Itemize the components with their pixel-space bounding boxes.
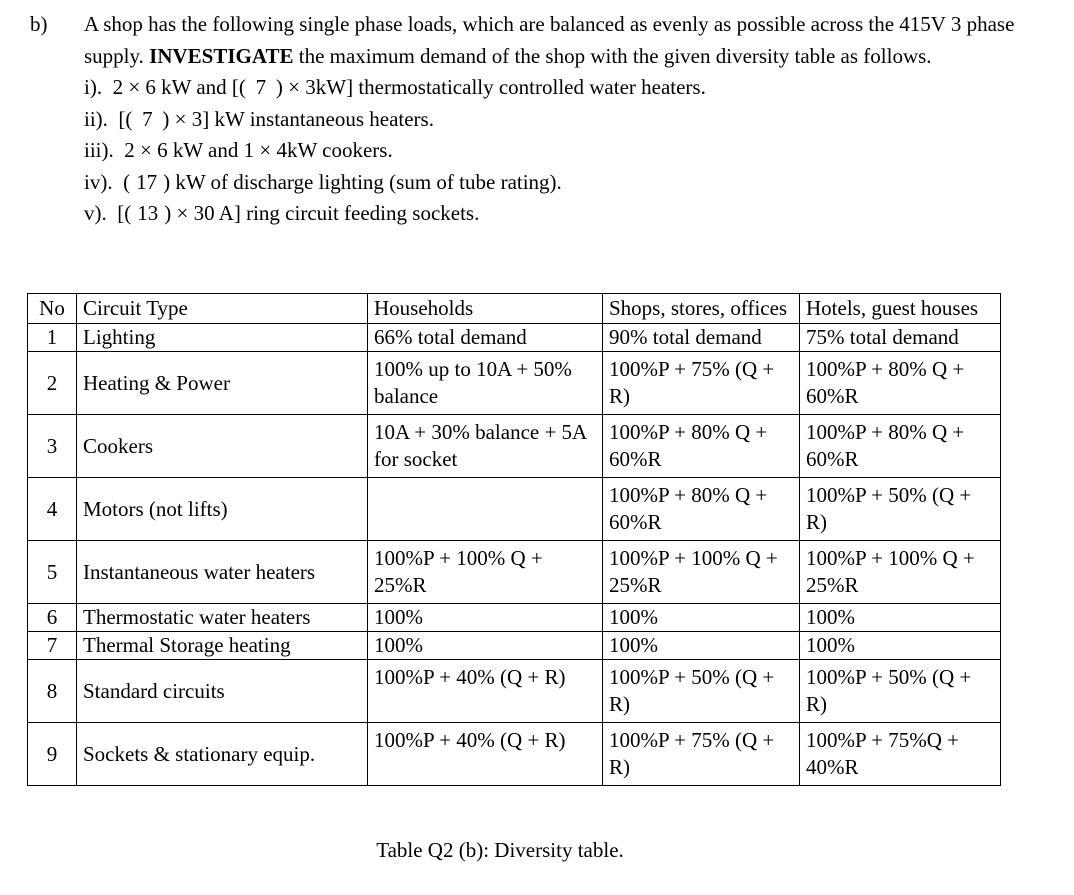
- hotels-value: 100%P + 50% (Q + R): [800, 660, 1001, 723]
- hotels-value: 100%P + 50% (Q + R): [800, 478, 1001, 541]
- shops-value: 100%P + 80% Q + 60%R: [603, 478, 800, 541]
- col-header-shops: Shops, stores, offices: [603, 294, 800, 324]
- households-value: 100%: [368, 632, 603, 660]
- load-item-text: [(: [117, 201, 132, 225]
- households-value: 100%P + 40% (Q + R): [368, 723, 603, 786]
- shops-value: 100%P + 75% (Q + R): [603, 723, 800, 786]
- load-item-number: i).: [84, 75, 103, 99]
- circuit-type: Lighting: [77, 324, 368, 352]
- row-number: 8: [28, 660, 77, 723]
- hotels-value: 100%P + 80% Q + 60%R: [800, 415, 1001, 478]
- intro-text-start: A shop has the following single phase loads, which are balanced as evenly as possible across the 415V 3 phase supply.: [84, 12, 1015, 68]
- households-value: 100%: [368, 604, 603, 632]
- households-value: 66% total demand: [368, 324, 603, 352]
- row-number: 3: [28, 415, 77, 478]
- hotels-value: 100%P + 100% Q + 25%R: [800, 541, 1001, 604]
- row-number: 4: [28, 478, 77, 541]
- load-item: [84, 198, 1044, 230]
- row-number: 9: [28, 723, 77, 786]
- load-item-text: ) × 3] kW instantaneous heaters.: [162, 106, 434, 131]
- load-item: [84, 72, 1044, 104]
- circuit-type: Heating & Power: [77, 352, 368, 415]
- hotels-value: 100%: [800, 604, 1001, 632]
- hotels-value: 100%: [800, 632, 1001, 660]
- table-row: [28, 352, 1001, 415]
- hotels-value: 100%P + 75%Q + 40%R: [800, 723, 1001, 786]
- load-item-number: iii).: [84, 138, 114, 162]
- load-item-number: ii).: [84, 106, 108, 131]
- households-value: 100%P + 40% (Q + R): [368, 660, 603, 723]
- shops-value: 100%: [603, 604, 800, 632]
- table-caption: Table Q2 (b): Diversity table.: [376, 838, 624, 862]
- load-item-text: [(: [118, 106, 133, 131]
- load-item: [84, 167, 1044, 199]
- table-row: [28, 604, 1001, 632]
- load-item-text: ) kW of discharge lighting (sum of tube rating).: [163, 169, 562, 194]
- table-row: [28, 324, 1001, 352]
- intro-text-end: the maximum demand of the shop with the given diversity table as follows.: [293, 44, 932, 68]
- table-body: [28, 324, 1001, 786]
- row-number: 5: [28, 541, 77, 604]
- load-item: [84, 135, 1044, 167]
- col-header-hotels: Hotels, guest houses: [800, 294, 1001, 324]
- households-value: [368, 478, 603, 541]
- circuit-type: Thermal Storage heating: [77, 632, 368, 660]
- question-label: b): [30, 12, 48, 36]
- col-header-circuit-type: Circuit Type: [77, 294, 368, 324]
- table-row: [28, 660, 1001, 723]
- col-header-no: No: [28, 294, 77, 324]
- load-item-number: iv).: [84, 169, 113, 194]
- load-item-value: 17: [136, 169, 158, 194]
- load-item-number: v).: [84, 201, 107, 225]
- shops-value: 100%: [603, 632, 800, 660]
- load-item-text: ) × 30 A] ring circuit feeding sockets.: [164, 201, 480, 225]
- shops-value: 100%P + 80% Q + 60%R: [603, 415, 800, 478]
- hotels-value: 75% total demand: [800, 324, 1001, 352]
- load-list: [84, 72, 1044, 230]
- households-value: 100% up to 10A + 50% balance: [368, 352, 603, 415]
- table-row: [28, 541, 1001, 604]
- load-item-text: ) × 3kW] thermostatically controlled water heaters.: [275, 75, 706, 99]
- table-row: [28, 632, 1001, 660]
- diversity-table: [27, 293, 1001, 786]
- circuit-type: Standard circuits: [77, 660, 368, 723]
- circuit-type: Motors (not lifts): [77, 478, 368, 541]
- load-item-value: 7: [255, 75, 267, 99]
- col-header-households: Households: [368, 294, 603, 324]
- table-header-row: [28, 294, 1001, 324]
- load-item-value: 13: [137, 201, 159, 225]
- circuit-type: Instantaneous water heaters: [77, 541, 368, 604]
- circuit-type: Cookers: [77, 415, 368, 478]
- row-number: 2: [28, 352, 77, 415]
- question-intro: [84, 8, 1044, 72]
- circuit-type: Sockets & stationary equip.: [77, 723, 368, 786]
- shops-value: 100%P + 100% Q + 25%R: [603, 541, 800, 604]
- load-item-text: 2 × 6 kW and [(: [112, 75, 246, 99]
- question-body: [84, 8, 1044, 230]
- shops-value: 100%P + 75% (Q + R): [603, 352, 800, 415]
- load-item-value: 7: [142, 106, 153, 131]
- load-item-text: 2 × 6 kW and 1 × 4kW cookers.: [124, 138, 393, 162]
- load-item: [84, 104, 1044, 136]
- households-value: 10A + 30% balance + 5A for socket: [368, 415, 603, 478]
- shops-value: 100%P + 50% (Q + R): [603, 660, 800, 723]
- households-value: 100%P + 100% Q + 25%R: [368, 541, 603, 604]
- hotels-value: 100%P + 80% Q + 60%R: [800, 352, 1001, 415]
- circuit-type: Thermostatic water heaters: [77, 604, 368, 632]
- table-row: [28, 415, 1001, 478]
- table-row: [28, 478, 1001, 541]
- row-number: 7: [28, 632, 77, 660]
- table-row: [28, 723, 1001, 786]
- load-item-text: (: [123, 169, 131, 194]
- intro-bold-keyword: INVESTIGATE: [149, 44, 294, 68]
- shops-value: 90% total demand: [603, 324, 800, 352]
- row-number: 1: [28, 324, 77, 352]
- row-number: 6: [28, 604, 77, 632]
